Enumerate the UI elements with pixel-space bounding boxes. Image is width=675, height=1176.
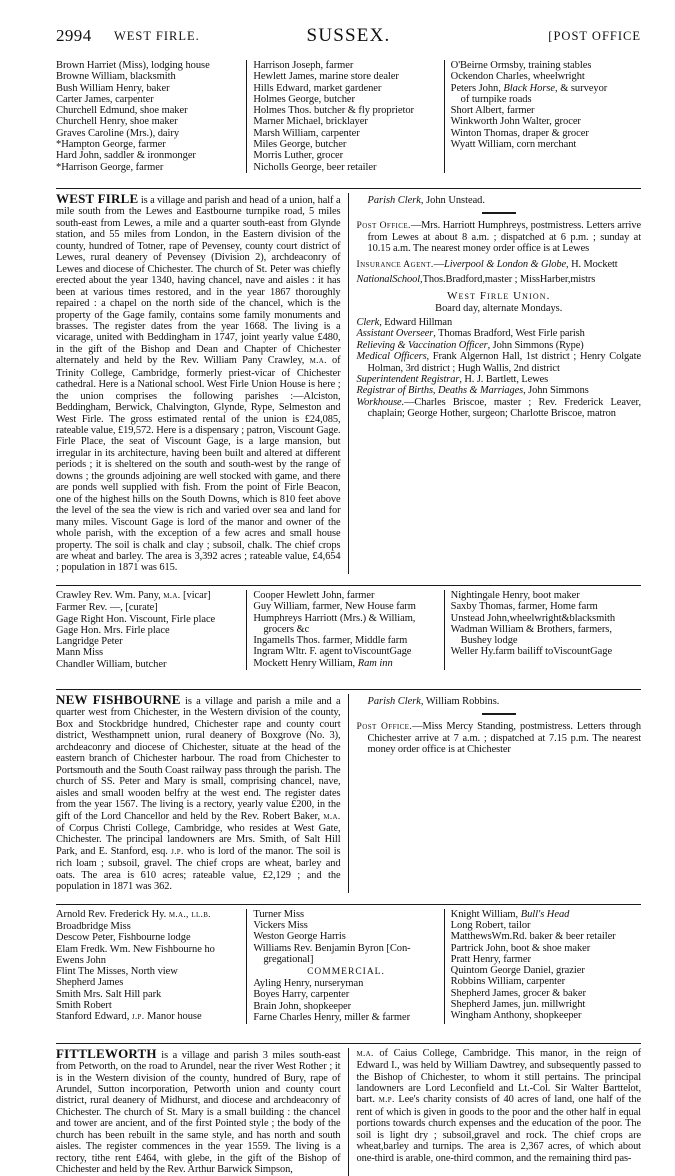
list-item: Nicholls George, beer retailer [253,161,377,173]
entry-inn-name: Ram inn [357,657,393,669]
list-item: Shepherd James, jun. millwright [450,999,586,1011]
jp-abbrev: j.p. [171,846,184,857]
west-firle-national-school [357,274,642,285]
degree-abbrev: m.a. [163,590,181,601]
list-item: Carter James, carpenter [56,93,154,105]
post-office-label: Post Office. [356,220,411,232]
horizontal-rule [56,904,641,905]
entry-continuation: of turnpike roads [460,93,532,105]
west-firle-article-right-column [349,193,642,574]
list-item [253,943,438,966]
union-officer [357,328,642,339]
horizontal-rule [56,1043,641,1044]
west-firle-insurance-agent [357,259,642,270]
residents-column-1 [56,590,247,670]
list-item: Ayling Henry, nurseryman [253,978,364,990]
horizontal-rule [56,689,641,690]
list-item: Gage Hon. Mrs. Firle place [56,624,170,636]
divider-after-residents [56,670,641,690]
list-item: Smith Mrs. Salt Hill park [56,988,162,1000]
description-part-1: is a village and parish 3 miles south-east from Petworth, on the road to Arundel, near the river West Rother ; it is in the Western division of the county, hundred of Bury, rape of Arundel, Sutton incorporation, Petworth union and county court district, rural deanery of Midhurst, and diocese and archdeaconry of Chichester. The church of St. Mary is a small building : the chancel and tower are ancient, and of the first Pointed style ; the body of the church has been rebuilt in the same style, and has north and south aisles. The register commences in the year 1559. The living is a rectory, tithe rent £464, with glebe, in the gift of the Bishop of Chichester and held by the Rev. Arthur Barwick Simpson, [56,1049,341,1176]
officer-role: Superintendent Registrar [356,373,460,385]
section-divider-rule [482,212,516,214]
fittleworth-left-column [56,1045,349,1176]
place-name-heading: FITTLEWORTH [56,1045,157,1061]
new-fishbourne-left-column [56,694,349,893]
list-item: Browne William, blacksmith [56,71,176,83]
degree-abbrev: m.a. [356,1048,374,1059]
west-firle-residents-list [56,590,641,670]
residents-column-2 [247,590,444,670]
running-head [56,26,641,60]
list-item: *Harrison George, farmer [56,161,164,173]
officer-role: Assistant Overseer [356,328,434,340]
entry-inn-name: Black Horse [503,82,556,94]
fishbourne-column-1 [56,909,247,1024]
list-item: Holmes Thos. butcher & fly proprietor [253,105,415,117]
insurance-agent-name: , H. Mockett [566,258,618,270]
entry-name: Mockett Henry William, [253,657,358,669]
entry-trade: , & surveyor [555,82,608,94]
union-officer [357,317,642,328]
list-item: Brain John, shopkeeper [253,1000,352,1012]
officer-name: , John Simmons [523,385,589,397]
running-head-left: WEST FIRLE. [114,29,200,43]
list-item: MatthewsWm.Rd. baker & beer retailer [450,931,616,943]
list-item: Long Robert, tailor [450,920,531,931]
list-item: Ingram Wltr. F. agent toViscountGage [253,646,412,658]
union-officer [357,397,642,420]
officer-name: , John Simmons (Rype) [487,339,584,351]
union-board-day: Board day, alternate Mondays. [435,302,563,314]
list-item: Pratt Henry, farmer [450,953,531,965]
divider-after-west-firle [56,574,641,586]
list-item: Broadbridge Miss [56,921,131,932]
list-item: Shepherd James [56,977,124,989]
union-officer [357,385,642,396]
list-item: Guy William, farmer, New House farm [253,601,416,613]
list-item: Ockendon Charles, wheelwright [450,71,585,83]
officer-name: , Thomas Bradford, West Firle parish [433,328,585,340]
list-item: *Hampton George, farmer [56,139,166,151]
insurance-agent-label: Insurance Agent. [356,258,434,270]
entry-name: Wadman William & Brothers, farmers, [450,623,612,635]
horizontal-rule [56,188,641,189]
degree-abbrev: m.a., ll.b. [168,909,211,920]
list-item: Churchell Henry, shoe maker [56,116,178,128]
officer-role: Medical Officers [356,351,427,363]
list-item: Hewlett James, marine store dealer [253,71,399,83]
post-office-details: —Miss Mercy Standing, postmistress. Letters through Chichester arrive at 7 a.m. ; dispatched at 7.15 p.m. The nearest money order office is at Chichester [367,721,641,756]
entry-continuation: gregational] [263,953,314,965]
description-part-3: Lee's charity consists of 40 acres of land, one half of the rent of which is given in goods to the poor and the other half in equal portions towards church expenses and the education of the poor. The soil is light dry ; subsoil,gravel and rock. The chief crops are wheat,barley and turnips. The area is 2,367 acres, of which about one-third is arable, one-third common, and the remaining third pas- [356,1094,641,1164]
list-item: Partrick John, boot & shoe maker [450,942,591,954]
west-firle-article-left-column [56,190,349,574]
list-item: Weston George Harris [253,931,346,943]
list-item: Farne Charles Henry, miller & farmer [253,1012,411,1024]
place-name-heading: NEW FISHBOURNE [56,692,181,707]
list-item: Elam Fredk. Wm. New Fishbourne ho [56,943,215,955]
officer-name: , Frank Algernon Hall, 1st district ; Henry Colgate Holman, 3rd district ; Hugh Wallis, 2nd district [367,351,641,374]
officer-name: —Charles Briscoe, master ; Rev. Frederick Leaver, chaplain; George Hother, surgeon; Charlotte Briscoe, matron [367,396,641,420]
west-firle-union-title: West Firle Union. [447,289,551,302]
entry-role: [vicar] [180,589,211,601]
list-item: Graves Caroline (Mrs.), dairy [56,127,180,139]
list-item [451,83,636,106]
entry-name: Crawley Rev. Wm. Pany, [56,589,164,601]
parish-clerk-line [357,195,642,206]
list-item: Robbins William, carpenter [450,976,566,988]
divider-after-fishbourne-list [56,1024,641,1044]
list-item: Descow Peter, Fishbourne lodge [56,932,191,944]
list-item: Shepherd James, grocer & baker [450,987,586,999]
mp-abbrev: m.p. [378,1095,395,1106]
list-item: Bush William Henry, baker [56,82,170,94]
parish-clerk-value: , John Unstead. [420,194,485,206]
list-item [451,909,636,920]
list-item: Chandler William, butcher [56,658,167,670]
list-item: Brown Harriet (Miss), lodging house [56,60,210,71]
post-office-details: —Mrs. Harriott Humphreys, postmistress. Letters arrive from Lewes at about 8 a.m. ; dispatched at 6 p.m. ; sunday at 10.15 a.m. The nearest money order office is at Lewes [367,220,641,255]
union-officer [357,351,642,374]
fittleworth-right-column [349,1048,642,1176]
list-item: Cooper Hewlett John, farmer [253,589,375,601]
description-part-3: who is lord of the manor. The soil is rich loam ; subsoil, gravel. The chief crops are wheat, barley and oats. The area is 610 acres; rateable value, £2,129 ; and the population in 1871 was 362. [56,845,341,893]
list-item: Ewens John [56,954,106,966]
fittleworth-description-right [357,1048,642,1165]
directory-page [0,25,675,1176]
entry-continuation: Bushey lodge [460,635,518,647]
list-item [451,624,636,647]
fishbourne-column-3 [445,909,641,1024]
list-item: Flint The Misses, North view [56,966,178,978]
description-part-2: of Caius College, Cambridge. This manor, in the reign of Edward I., was held by William Dawtrey, and subsequently passed to the Bishop of Chichester, to whom it still pertains. The principal landowners are Lord Leconfield and Lt.-Col. Sir Walter Barttelot, bart. [356,1047,641,1106]
traders-column-3 [445,60,641,173]
list-item: Quintom George Daniel, grazier [450,965,585,977]
list-item [253,613,438,636]
list-item: Hills Edward, market gardener [253,82,382,94]
officer-role: Registrar of Births, Deaths & Marriages [356,385,524,397]
description-part-1: is a village and parish a mile and a quarter west from Chichester, in the Western division of the county, Box and Stockbridge hundred, Chichester rape and county court district, Westhampnett union, rural deanery of Boxgrove (No. 3), archdeaconry and diocese of Chichester, situate at the head of the eastern branch of Chichester harbour. The road from Chichester to Portsmouth and the South Coast railway pass through the parish. The church of SS. Peter and Mary is small, comprising chancel, nave, aisles and small wooden belfry at the west end. The register dates from the year 1567. The living is a rectory, yearly value £200, in the gift of the Lord Chancellor and held by the Rev. Robert Baker, [56,696,341,822]
section-divider-rule [482,713,516,715]
entry-inn-name: Bull's Head [520,908,570,920]
officer-role: Clerk [356,316,380,328]
running-head-county: SUSSEX. [306,25,391,46]
description-part-1: is a village and parish and head of a union, half a mile south from the Lewes and Eastbourne turnpike road, 5 miles south-east from Lewes, a mile and a quarter south-east from Glynde station, and 55 miles from London, in the Eastern division of the county, hundred of Totner, rape of Pevensey, county court district of Lewes, rural deanery of Pevensey (Division 2), archdeaconry of Lewes and diocese of Chichester. The church of St. Peter was chiefly erected about the year 1340, having chancel, nave and aisles : it has been at various times restored, and in the year 1867 thoroughly repaired : a chapel on the north side of the chancel, which is the property of the Gage family, contains some family monuments and brasses. The register dates from the year 1668. The living is a vicarage, united with Beddingham in 1747, joint yearly value £480, in the gift of the Bishop and Dean and Chapter of Chichester alternately and held by the Rev. William Pany Crawley, [56,194,341,367]
new-fishbourne-description [56,694,341,893]
list-item: Boyes Harry, carpenter [253,989,350,1001]
officer-name: , H. J. Bartlett, Lewes [459,373,549,385]
fishbourne-column-2 [247,909,444,1024]
place-name-heading: WEST FIRLE [56,190,139,206]
list-item: Turner Miss [253,908,305,920]
entry-address: Manor house [144,1011,202,1023]
list-item: O'Beirne Ormsby, training stables [450,60,592,71]
list-item: Holmes George, butcher [253,93,355,105]
entry-name: Peters John, [450,82,504,94]
list-item: Gage Right Hon. Viscount, Firle place [56,613,216,625]
entry-name: Stanford Edward, [56,1011,132,1023]
list-item [56,909,241,921]
west-firle-article [56,190,641,574]
list-item: Churchell Edmund, shoe maker [56,105,188,117]
jp-abbrev: j.p. [131,1012,145,1023]
list-item: Marner Michael, bricklayer [253,116,368,128]
west-firle-post-office [357,220,642,254]
new-fishbourne-post-office [357,721,642,755]
list-item [56,1011,241,1023]
entry-continuation: grocers &c [263,623,310,635]
fittleworth-article [56,1045,641,1176]
parish-clerk-label: Parish Clerk [367,696,421,707]
list-item: Winton Thomas, draper & grocer [450,127,589,139]
list-item: Smith Robert [56,1000,112,1012]
entry-name: Arnold Rev. Frederick Hy. [56,908,169,920]
description-part-2: of Trinity College, Cambridge, formerly priest-vicar of Chichester cathedral. Here is a National school. West Firle Union House is here ; the union comprises the following parishes :—Alciston, Beddingham, Berwick, Chalvington, Glynde, Rype, Selmeston and West Firle. The gross estimated rental of the union is £24,085, rateable value, £19,572. Here is a dispensary ; patron, Viscount Gage. Firle Place, the seat of Viscount Gage, is a large mansion, but irregular in its architecture, having been built and altered at different periods ; it is sheltered on the south and south-west by the range of downs ; the grounds adjoining are well stocked with game, and there are ponds well supplied with fish. From the point of Firle Beacon, one of the highest hills on the South Downs, which is 810 feet above the level of the sea the view is rich and varied over sea and land for many miles. Viscount Gage is lord of the manor and owner of the whole parish, with the exception of a few acres and small house property. The soil is chalk and clay ; subsoil, chalk. The chief crops are wheat and barley. The area is 3,392 acres ; rateable value, £4,654 ; population in 1871 was 615. [56,355,341,574]
traders-column-2 [247,60,444,173]
parish-clerk-label: Parish Clerk [367,194,421,206]
west-firle-description [56,190,341,574]
list-item: Weller Hy.farm bailiff toViscountGage [450,646,613,658]
national-school-label: NationalSchool [356,274,421,286]
list-item: Saxby Thomas, farmer, Home farm [450,601,598,613]
new-fishbourne-article [56,694,641,893]
list-item: Nightingale Henry, boot maker [450,589,580,601]
divider-after-new-fishbourne [56,893,641,905]
insurance-dash: — [433,258,444,270]
degree-abbrev: m.a. [309,356,327,367]
list-item: Wingham Anthony, shopkeeper [450,1010,582,1022]
new-fishbourne-list [56,909,641,1024]
list-item: Wyatt William, corn merchant [450,139,577,151]
list-item: Langridge Peter [56,636,123,648]
list-item [56,590,241,602]
insurance-company-name: Liverpool & London & Globe [444,258,567,270]
list-item: Marsh William, carpenter [253,127,360,139]
degree-abbrev: m.a. [323,811,341,822]
list-item: Mann Miss [56,647,104,659]
entry-name: Humphreys Harriott (Mrs.) & William, [253,612,416,624]
page-folio-number: 2994 [56,26,92,45]
list-item: Winkworth John Walter, grocer [450,116,581,128]
post-office-label: Post Office. [356,721,413,733]
residents-column-3 [445,590,641,670]
parish-clerk-line [357,696,642,707]
west-firle-traders-list [56,60,641,173]
list-item: Hard John, saddler & ironmonger [56,150,196,162]
list-item: Harrison Joseph, farmer [253,60,354,71]
fittleworth-description-left [56,1045,341,1176]
commercial-subheading: COMMERCIAL. [307,967,385,978]
parish-clerk-value: , William Robbins. [420,696,500,707]
entry-name: Williams Rev. Benjamin Byron [Con- [253,942,411,954]
running-head-right: [POST OFFICE [548,29,641,43]
union-officer [357,340,642,351]
horizontal-rule [56,585,641,586]
list-item: Vickers Miss [253,920,308,931]
union-officer [357,374,642,385]
officer-name: , Edward Hillman [379,316,453,328]
traders-column-1 [56,60,247,173]
national-school-staff: ,Thos.Bradford,master ; MissHarber,mistrs [420,274,596,286]
officer-role: Relieving & Vaccination Officer [356,339,488,351]
description-part-2: of Corpus Christi College, Cambridge, who resides at West Gate, Chichester. The principal landowners are Mrs. Smith, of Salt Hill Park, and E. Stanford, esq. [56,822,341,857]
new-fishbourne-right-column [349,694,642,893]
officer-role: Workhouse. [356,396,405,408]
list-item: Farmer Rev. —, [curate] [56,602,158,614]
list-item: Miles George, butcher [253,139,347,151]
list-item: Morris Luther, grocer [253,150,344,162]
divider-after-traders [56,173,641,189]
entry-name: Knight William, [450,908,521,920]
list-item: Unstead John,wheelwright&blacksmith [450,612,616,624]
list-item: Short Albert, farmer [450,105,535,117]
list-item [253,658,438,669]
list-item: Ingamells Thos. farmer, Middle farm [253,635,408,647]
